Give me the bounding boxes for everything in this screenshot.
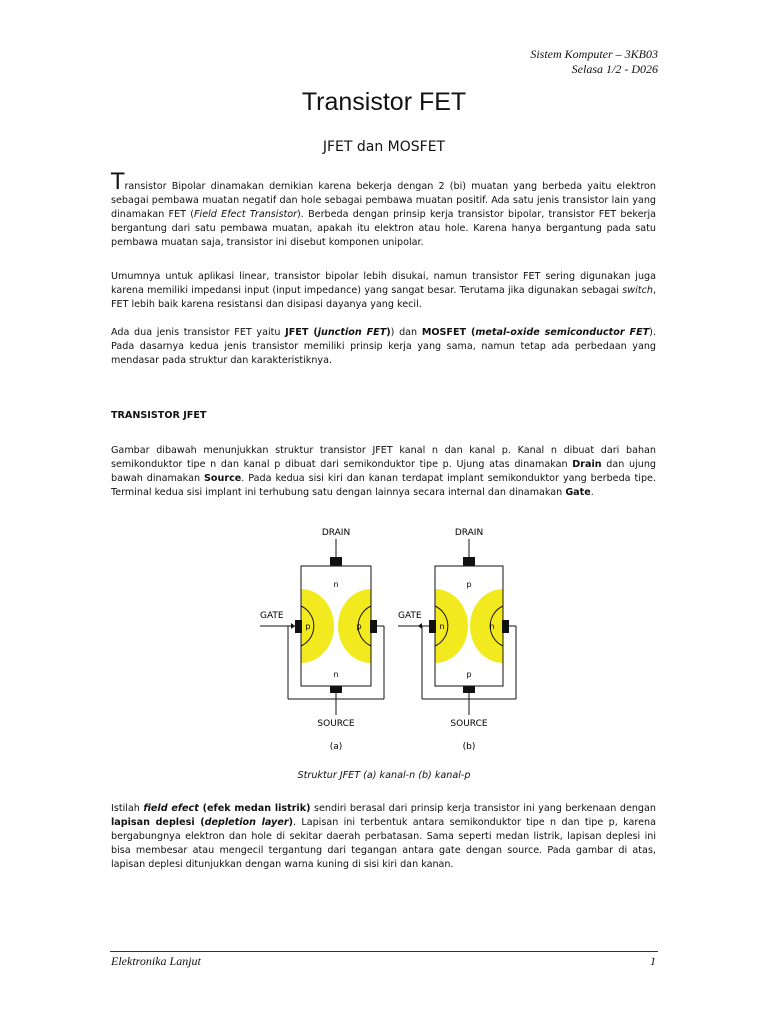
page-subtitle: JFET dan MOSFET xyxy=(322,139,446,155)
channel-bottom-label: n xyxy=(333,670,339,679)
drop-cap: T xyxy=(111,170,125,195)
gate-label: GATE xyxy=(398,611,422,621)
channel-top-label: n xyxy=(333,580,339,589)
source-label: SOURCE xyxy=(317,719,355,729)
jfet-n-channel xyxy=(260,528,408,752)
paragraph-usage: Umumnya untuk aplikasi linear, transistor bipolar lebih disukai, namun transistor FET sering digunakan juga karena memiliki impedansi input (input impedance) yang sangat besar. Terutama jika digunakan sebagai switch, FET lebih baik karena resistansi dan disipasi dayanya yang kecil. xyxy=(111,271,656,310)
jfet-figure xyxy=(240,515,560,760)
implant-right-label: p xyxy=(356,622,362,631)
channel-bottom-label: p xyxy=(466,670,472,679)
figure-b-label: (b) xyxy=(462,742,476,752)
footer-divider xyxy=(110,951,658,952)
paragraph-field-effect: Istilah field efect (efek medan listrik) sendiri berasal dari prinsip kerja transistor ini yang berkenaan dengan lapisan deplesi (depletion layer). Lapisan ini terbentuk antara semikonduktor tipe n dan tipe p, karena bergabungnya elektron dan hole di sekitar daerah perbatasan. Sama seperti medan listrik, lapisan deplesi ini bisa membesar atau mengecil tergantung dari tegangan antara gate dengan source. Pada gambar di atas, lapisan deplesi ditunjukkan dengan warna kuning di sisi kiri dan kanan. xyxy=(111,803,656,870)
implant-right-label: n xyxy=(489,622,495,631)
channel-top-label: p xyxy=(466,580,472,589)
header-schedule: Selasa 1/2 - D026 xyxy=(571,62,658,76)
page-header xyxy=(530,47,658,77)
drain-label: DRAIN xyxy=(454,528,484,538)
gate-label: GATE xyxy=(260,611,284,621)
figure-caption: Struktur JFET (a) kanal-n (b) kanal-p xyxy=(297,770,471,781)
jfet-p-channel xyxy=(398,528,540,752)
drain-label: DRAIN xyxy=(321,528,351,538)
page-number: 1 xyxy=(650,954,656,968)
footer-course: Elektronika Lanjut xyxy=(111,954,201,968)
implant-left-label: p xyxy=(305,622,311,631)
source-label: SOURCE xyxy=(450,719,488,729)
figure-a-label: (a) xyxy=(329,742,343,752)
paragraph-intro: Transistor Bipolar dinamakan demikian karena bekerja dengan 2 (bi) muatan yang berbeda yaitu elektron sebagai pembawa muatan negatif dan hole sebagai pembawa muatan positif. Ada satu jenis transistor lain yang dinamakan FET (Field Efect Transistor). Berbeda dengan prinsip kerja transistor bipolar, transistor FET bekerja bergantung dari satu pembawa muatan, apakah itu elektron atau hole. Karena hanya bergantung pada satu pembawa muatan saja, transistor ini disebut komponen unipolar. xyxy=(111,170,656,248)
paragraph-jfet: Gambar dibawah menunjukkan struktur transistor JFET kanal n dan kanal p. Kanal n dibuat dari bahan semikonduktor tipe n dan kanal p dibuat dari semikonduktor tipe p. Ujung atas dinamakan Drain dan ujung bawah dinamakan Source. Pada kedua sisi kiri dan kanan terdapat implant semikonduktor yang berbeda tipe. Terminal kedua sisi implant ini terhubung satu dengan lainnya secara internal dan dinamakan Gate. xyxy=(111,445,656,498)
section-heading: TRANSISTOR JFET xyxy=(111,410,207,421)
implant-left-label: n xyxy=(439,622,445,631)
paragraph-types: Ada dua jenis transistor FET yaitu JFET (junction FET)) dan MOSFET (metal-oxide semiconductor FET). Pada dasarnya kedua jenis transistor memiliki prinsip kerja yang sama, namun tetap ada perbedaan yang mendasar pada struktur dan karakteristiknya. xyxy=(111,327,656,366)
header-course: Sistem Komputer – 3KB03 xyxy=(530,47,658,61)
page-title: Transistor FET xyxy=(301,88,467,116)
